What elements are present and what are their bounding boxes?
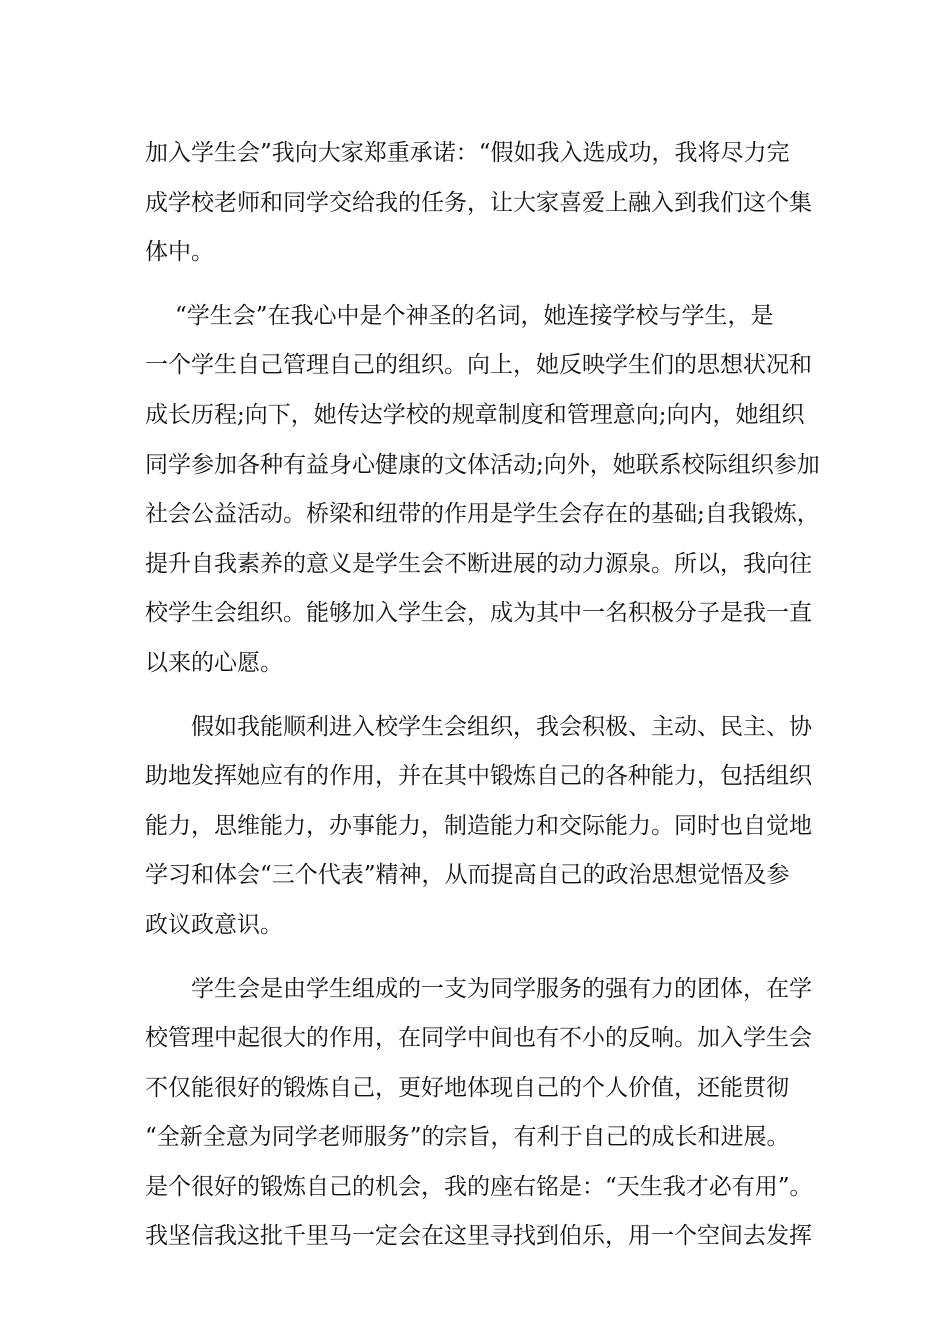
text-line: 成长历程;向下，她传达学校的规章制度和管理意向;向内，她组织 (145, 401, 805, 428)
paragraph-1 (145, 133, 825, 282)
paragraph-4 (145, 969, 825, 1267)
text-line: 同学参加各种有益身心健康的文体活动;向外，她联系校际组织参加 (145, 451, 820, 478)
text-line: 加入学生会”我向大家郑重承诺：“假如我入选成功，我将尽力完 (145, 140, 790, 166)
text-line: 校学生会组织。能够加入学生会，成为其中一名积极分子是我一直 (145, 600, 812, 627)
text-line: “全新全意为同学老师服务”的宗旨，有利于自己的成长和进展。 (145, 1124, 790, 1151)
text-line: 成学校老师和同学交给我的任务，让大家喜爱上融入到我们这个集 (145, 189, 812, 216)
text-line: 以来的心愿。 (145, 649, 283, 676)
text-line: 社会公益活动。桥梁和纽带的作用是学生会存在的基础;自我锻炼， (145, 501, 820, 528)
text-line: 政议政意识。 (145, 911, 283, 938)
text-line: 能力，思维能力，办事能力，制造能力和交际能力。同时也自觉地 (145, 812, 812, 839)
text-line: 是个很好的锻炼自己的机会，我的座右铭是：“天生我才必有用”。 (145, 1173, 813, 1200)
paragraph-3 (145, 707, 825, 955)
text-line: 我坚信我这批千里马一定会在这里寻找到伯乐，用一个空间去发挥 (145, 1223, 812, 1250)
text-line: 一个学生自己管理自己的组织。向上，她反映学生们的思想状况和 (145, 352, 812, 379)
text-line: 不仅能很好的锻炼自己，更好地体现自己的个人价值，还能贯彻 (145, 1074, 789, 1101)
text-line: “学生会”在我心中是个神圣的名词，她连接学校与学生，是 (175, 302, 774, 329)
text-line: 助地发挥她应有的作用，并在其中锻炼自己的各种能力，包括组织 (145, 763, 812, 790)
text-line: 体中。 (145, 239, 214, 266)
text-line: 学习和体会“三个代表”精神，从而提高自己的政治思想觉悟及参 (145, 862, 790, 889)
document-body (145, 133, 825, 1266)
text-line: 假如我能顺利进入校学生会组织，我会积极、主动、民主、协 (191, 713, 812, 740)
text-line: 学生会是由学生组成的一支为同学服务的强有力的团体，在学 (191, 975, 812, 1002)
text-line: 提升自我素养的意义是学生会不断进展的动力源泉。所以，我向往 (145, 550, 812, 577)
text-line: 校管理中起很大的作用，在同学中间也有不小的反响。加入学生会 (145, 1025, 812, 1052)
paragraph-2 (145, 296, 825, 693)
